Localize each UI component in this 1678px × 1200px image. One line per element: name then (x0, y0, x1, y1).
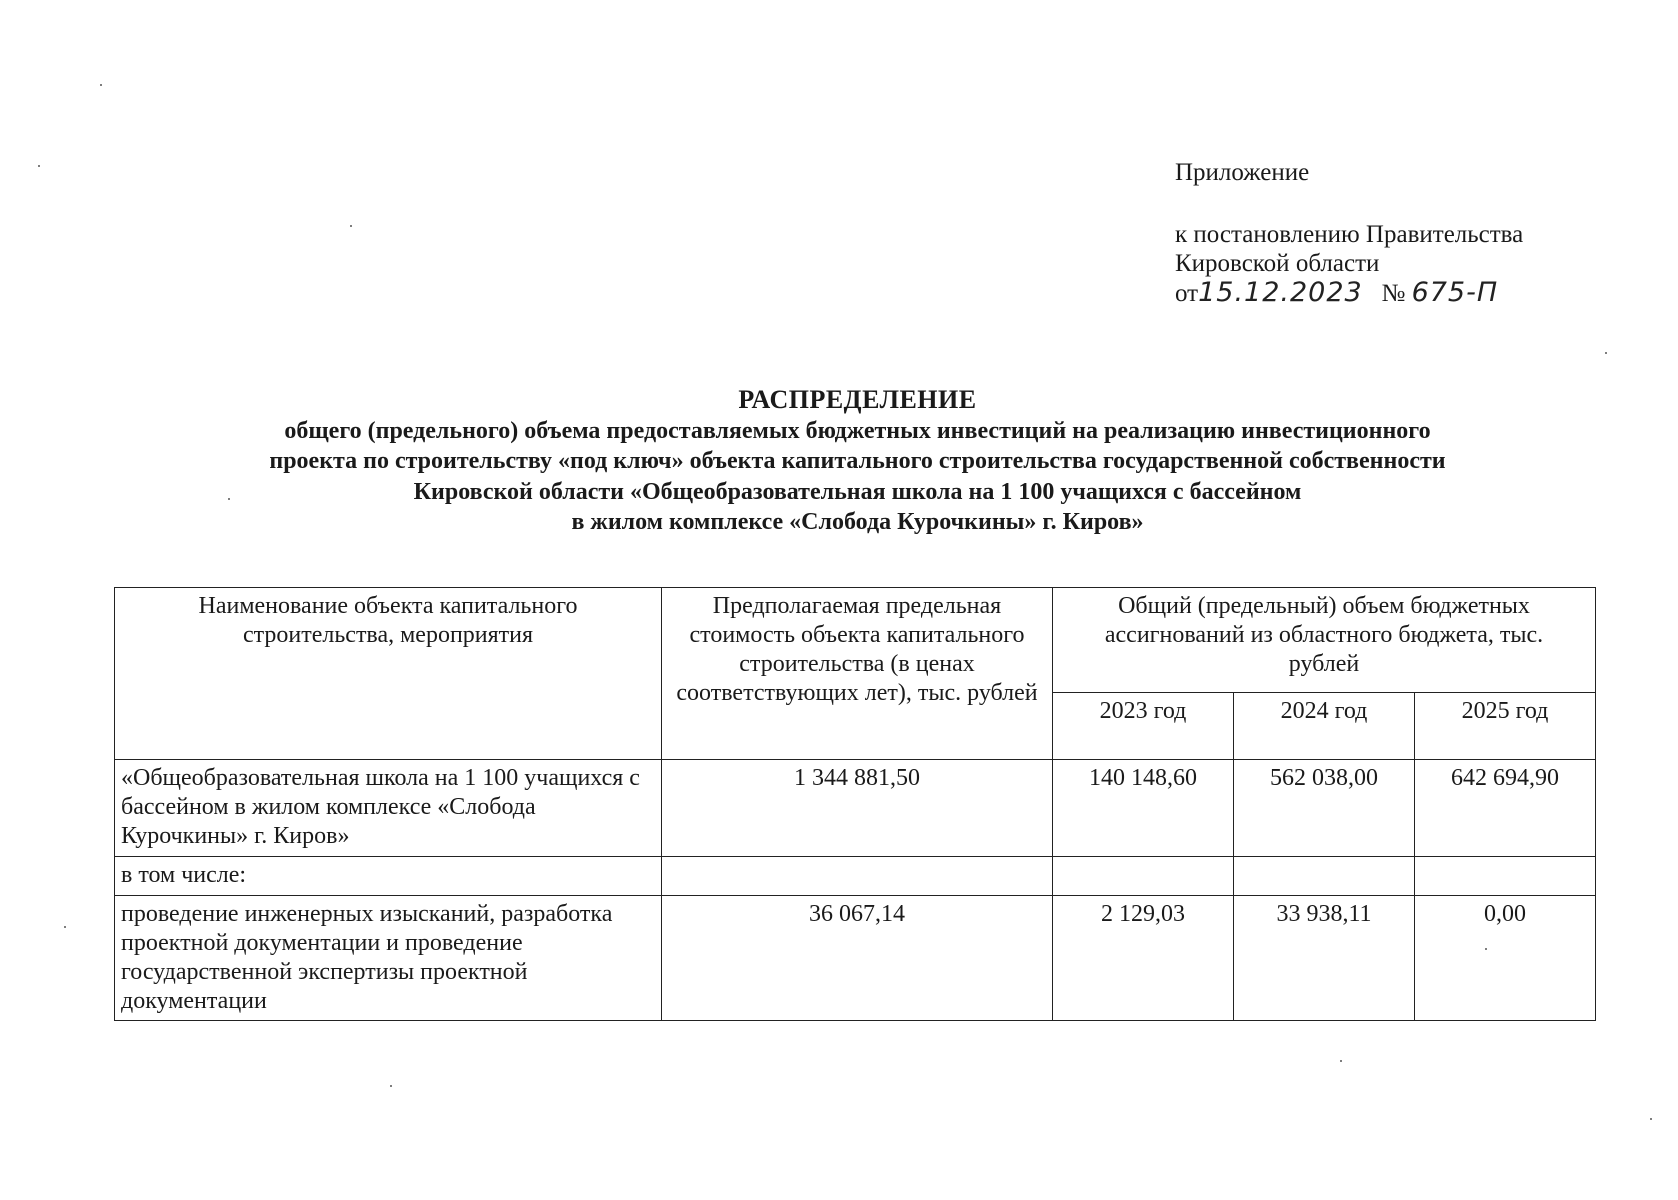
scan-speck (1605, 352, 1607, 354)
appendix-line-2: Кировской области (1175, 250, 1380, 277)
header-cost (662, 588, 1053, 760)
scan-speck (390, 1085, 392, 1087)
row-2023: 2 129,03 (1053, 896, 1234, 1021)
appendix-date-line (1175, 278, 1523, 308)
allocation-table (114, 587, 1596, 1021)
table-row (115, 760, 1596, 857)
row-2024 (1234, 857, 1415, 896)
title-main: РАСПРЕДЕЛЕНИЕ (738, 385, 977, 414)
table-row (115, 896, 1596, 1021)
title-line-4: в жилом комплексе «Слобода Курочкины» г. Киров» (571, 509, 1144, 535)
row-2023: 140 148,60 (1053, 760, 1234, 857)
title-line-3: Кировской области «Общеобразовательная школа на 1 100 учащихся с бассейном (413, 478, 1302, 505)
date-prefix: от (1175, 280, 1199, 307)
row-cost: 36 067,14 (662, 896, 1053, 1021)
table-header-row (115, 588, 1596, 693)
header-budget (1053, 588, 1596, 693)
scan-speck (64, 926, 66, 928)
header-year-2023: 2023 год (1053, 693, 1234, 760)
header-name (115, 588, 662, 760)
scan-speck (228, 498, 230, 500)
row-name: в том числе: (115, 857, 662, 896)
scan-speck (1340, 1060, 1342, 1062)
scan-speck (100, 84, 102, 86)
header-year-2024: 2024 год (1234, 693, 1415, 760)
handwritten-number: 675-П (1411, 277, 1499, 308)
header-name-text: Наименование объекта капитального строительства, мероприятия (198, 593, 578, 648)
row-2024: 33 938,11 (1234, 896, 1415, 1021)
scan-speck (1650, 1118, 1652, 1120)
row-2024: 562 038,00 (1234, 760, 1415, 857)
table-row (115, 857, 1596, 896)
document-title (0, 385, 1678, 538)
row-2025: 642 694,90 (1415, 760, 1596, 857)
row-2025: 0,00 (1415, 896, 1596, 1021)
appendix-label: Приложение (1175, 159, 1310, 186)
scan-speck (350, 225, 352, 227)
row-2025 (1415, 857, 1596, 896)
row-cost (662, 857, 1053, 896)
scan-speck (1485, 948, 1487, 950)
header-budget-text: Общий (предельный) объем бюджетных ассигнований из областного бюджета, тыс. рублей (1104, 593, 1544, 677)
header-cost-text: Предполагаемая предельная стоимость объекта капитального строительства (в ценах соответствующих лет), тыс. рублей (676, 593, 1038, 706)
number-prefix: № (1381, 280, 1406, 307)
header-year-2025: 2025 год (1415, 693, 1596, 760)
row-2023 (1053, 857, 1234, 896)
handwritten-date: 15.12.2023 (1198, 277, 1363, 308)
title-line-2: проекта по строительству «под ключ» объекта капитального строительства государственной собственности (269, 448, 1446, 474)
appendix-line-1: к постановлению Правительства (1175, 221, 1524, 248)
row-cost: 1 344 881,50 (662, 760, 1053, 857)
title-line-1: общего (предельного) объема предоставляемых бюджетных инвестиций на реализацию инвестиционного (284, 417, 1431, 444)
scan-speck (38, 165, 40, 167)
row-name: «Общеобразовательная школа на 1 100 учащихся с бассейном в жилом комплексе «Слобода Курочкины» г. Киров» (115, 760, 662, 857)
row-name: проведение инженерных изысканий, разработка проектной документации и проведение государственной экспертизы проектной документации (115, 896, 662, 1021)
appendix-block (1175, 158, 1523, 308)
